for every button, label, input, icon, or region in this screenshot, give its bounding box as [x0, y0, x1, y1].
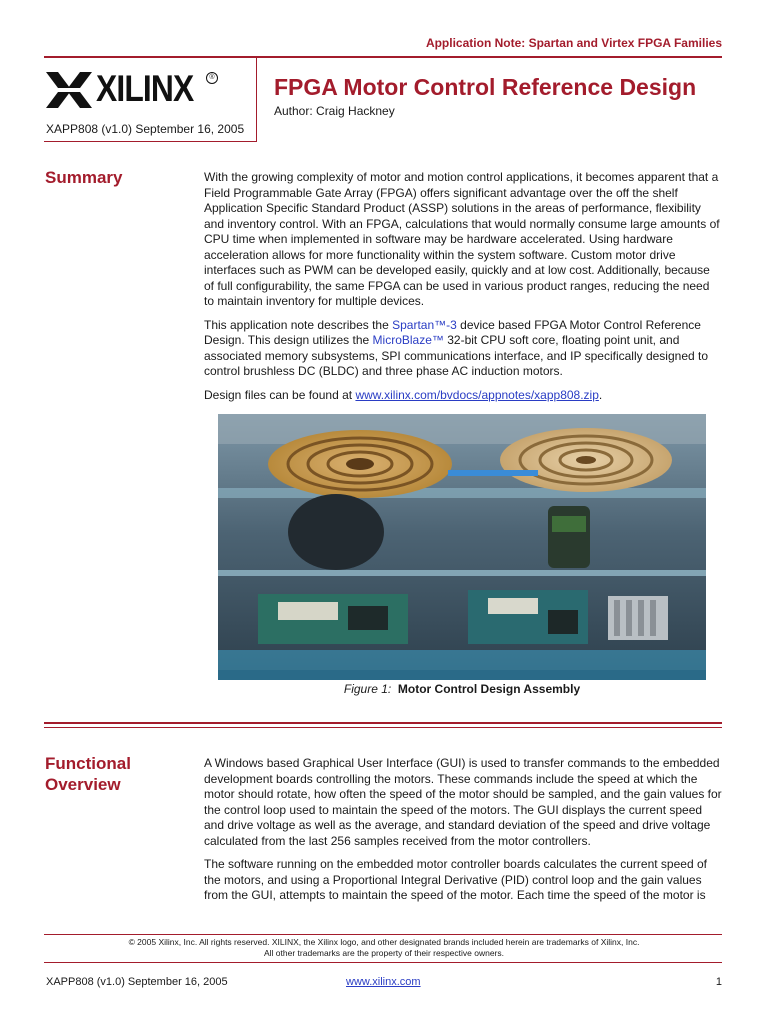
application-note-label: Application Note: Spartan and Virtex FPGA Families: [425, 36, 722, 50]
footer-website-link[interactable]: www.xilinx.com: [346, 976, 421, 988]
copyright-line: © 2005 Xilinx, Inc. All rights reserved. XILINX, the Xilinx logo, and other designated brands included herein are trademarks of Xilinx, Inc.: [128, 937, 640, 947]
page-title: FPGA Motor Control Reference Design: [274, 74, 697, 100]
summary-paragraph: With the growing complexity of motor and motion control applications, it becomes apparent that a Field Programmable Gate Array (FPGA) offers significant advantage over the off the shelf Application Specific Standard Product (ASSP) solutions in the areas of performance, flexibility and inventory control. With an FPGA, calculations that would normally consume large amounts of CPU time when implemented in software may be hardware accelerated. Using hardware acceleration allows for more functionality within the system software. Custom motor drive interfaces such as PWM can be developed easily, quickly and at low cost. Additionally, because of full configurability, the same FPGA can be used in various product ranges, reducing the need to maintain inventory for multiple devices.: [204, 170, 720, 308]
spartan-3-link[interactable]: Spartan™-3: [392, 317, 457, 332]
motor-control-assembly-photo: [218, 414, 706, 680]
section-divider: [44, 722, 722, 724]
registered-mark: ®: [206, 72, 218, 84]
summary-heading: Summary: [45, 168, 123, 187]
copyright-line: All other trademarks are the property of their respective owners.: [264, 948, 504, 958]
overview-paragraph: A Windows based Graphical User Interface (GUI) is used to transfer commands to the embedded development boards controlling the motors. These commands include the speed at which the motor should rotate, how often the speed of the motor should be sampled, and the gain values for the control loop used to maintain the speed of the motors. The GUI displays the current speed and drive voltage as well as the average, and standard deviation of the speed and drive voltage calculated from the last 256 samples received from the motor controllers.: [204, 756, 722, 848]
text-run: This application note describes the: [204, 317, 393, 332]
header-divider-vertical: [256, 58, 257, 142]
text-run: 32-bit CPU soft core, floating point unit, and associated memory subsystems, SPI communications interface, and IP specifically designed to control brushless DC (BLDC) and three phase AC induction motors.: [204, 333, 709, 378]
summary-paragraph: [204, 318, 722, 380]
overview-paragraph: The software running on the embedded motor controller boards calculates the current speed of the motors, and using a Proportional Integral Derivative (PID) control loop and the gain values from the GUI, attempts to maintain the speed of the motor. Each time the speed of the motor is: [204, 857, 707, 902]
microblaze-link[interactable]: MicroBlaze™: [372, 333, 444, 347]
photo-illustration: [218, 414, 706, 680]
text-run: device based FPGA Motor Control Reference Design. This design utilizes the: [204, 317, 701, 347]
heading-line: Overview: [45, 775, 121, 794]
design-files-link[interactable]: www.xilinx.com/bvdocs/appnotes/xapp808.zip: [355, 387, 599, 402]
text-run: .: [598, 387, 603, 402]
xilinx-logo: [44, 66, 214, 114]
logo-wordmark: XILINX: [96, 68, 194, 109]
author: Author: Craig Hackney: [274, 104, 395, 118]
logo-underline: [44, 141, 257, 142]
header-rule: [44, 56, 722, 58]
copyright-notice: [60, 937, 708, 959]
summary-paragraph: [204, 388, 722, 404]
page-number: 1: [715, 976, 722, 988]
text-run: Design files can be found at: [204, 387, 356, 402]
xilinx-logo-mark-icon: [44, 66, 94, 114]
footer-rule: [44, 962, 722, 963]
figure-caption: [218, 682, 706, 696]
heading-line: Functional: [45, 754, 131, 773]
section-divider: [44, 727, 722, 728]
document-id: XAPP808 (v1.0) September 16, 2005: [46, 122, 245, 136]
figure-title: Motor Control Design Assembly: [397, 682, 581, 696]
figure-label: Figure 1:: [343, 682, 392, 696]
functional-overview-body: [204, 756, 722, 912]
footer-rule: [44, 934, 722, 935]
footer-document-id: XAPP808 (v1.0) September 16, 2005: [46, 976, 228, 988]
functional-overview-heading: [45, 753, 131, 795]
summary-body: [204, 170, 722, 411]
